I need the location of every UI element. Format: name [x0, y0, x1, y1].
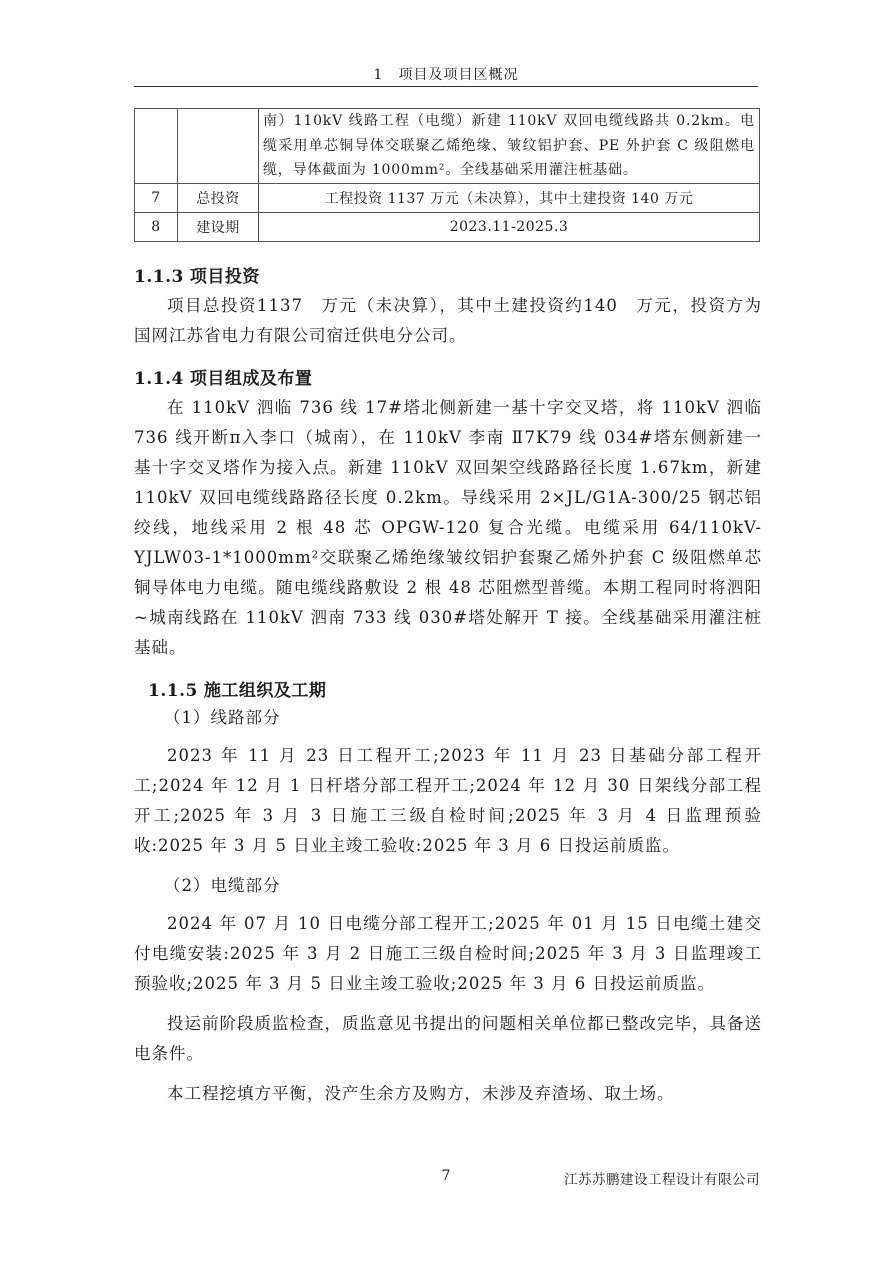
paragraph: 投运前阶段质监检查，质监意见书提出的问题相关单位都已整改完毕，具备送电条件。 — [134, 1014, 762, 1063]
table-row — [135, 109, 760, 184]
section-heading: 1.1.5 施工组织及工期 — [148, 681, 327, 701]
section-1-1-4 — [134, 364, 762, 663]
section-1-1-5 — [134, 676, 762, 1109]
table-cell-item: 建设期 — [178, 212, 259, 241]
table-cell-no — [135, 109, 178, 184]
section-1-1-3 — [134, 262, 762, 351]
table-cell-no: 7 — [135, 183, 178, 212]
page-number: 7 — [441, 1168, 451, 1184]
paragraph: 2024 年 07 月 10 日电缆分部工程开工;2025 年 01 月 15 日电缆土建交付电缆安装:2025 年 3 月 2 日施工三级自检时间;2025 年 3 月 3 日监理竣工预验收;2025 年 3 月 5 日业主竣工验收;2025 年 3 月 6 日投运前质监。 — [134, 914, 762, 993]
project-info-table — [134, 108, 760, 242]
subheading: （1）线路部分 — [164, 708, 281, 727]
paragraph: 项目总投资1137 万元（未决算），其中土建投资约140 万元，投资方为国网江苏省电力有限公司宿迁供电分公司。 — [134, 296, 762, 345]
header-rule — [134, 86, 758, 87]
subheading: （2）电缆部分 — [164, 876, 281, 895]
table-cell-value: 2023.11-2025.3 — [259, 212, 760, 241]
table-cell-no: 8 — [135, 212, 178, 241]
table-cell-item: 总投资 — [178, 183, 259, 212]
table-row — [135, 183, 760, 212]
section-heading: 1.1.3 项目投资 — [134, 267, 260, 287]
paragraph: 在 110kV 泗临 736 线 17#塔北侧新建一基十字交叉塔，将 110kV 泗临 736 线开断π入李口（城南），在 110kV 李南 Ⅱ7K79 线 034#塔东侧新建一基十字交叉塔作为接入点。新建 110kV 双回架空线路路径长度 1.67km，新建 110kV 双回电缆线路路径长度 0.2km。导线采用 2×JL/G1A-300/25 钢芯铝绞线，地线采用 2 根 48 芯 OPGW-120 复合光缆。电缆采用 64/110kV-YJLW03-1*1000mm²交联聚乙烯绝缘皱纹铝护套聚乙烯外护套 C 级阻燃单芯铜导体电力电缆。随电缆线路敷设 2 根 48 芯阻燃型普缆。本期工程同时将泗阳~城南线路在 110kV 泗南 733 线 030#塔处解开 T 接。全线基础采用灌注桩基础。 — [134, 398, 762, 657]
company-name: 江苏苏鹏建设工程设计有限公司 — [564, 1172, 760, 1188]
paragraph: 本工程挖填方平衡，没产生余方及购方，未涉及弃渣场、取土场。 — [167, 1084, 675, 1103]
running-header: 1 项目及项目区概况 — [373, 67, 519, 83]
table-row — [135, 212, 760, 241]
paragraph: 2023 年 11 月 23 日工程开工;2023 年 11 月 23 日基础分部工程开工;2024 年 12 月 1 日杆塔分部工程开工;2024 年 12 月 30 日架线分部工程开工;2025 年 3 月 3 日施工三级自检时间;2025 年 3 月 4 日监理预验收:2025 年 3 月 5 日业主竣工验收:2025 年 3 月 6 日投运前质监。 — [134, 746, 762, 855]
table-cell-value: 工程投资 1137 万元（未决算），其中土建投资 140 万元 — [259, 183, 760, 212]
table-cell-item — [178, 109, 259, 184]
section-heading: 1.1.4 项目组成及布置 — [134, 369, 313, 389]
table-cell-desc: 南）110kV 线路工程（电缆）新建 110kV 双回电缆线路共 0.2km。电缆采用单芯铜导体交联聚乙烯绝缘、皱纹铝护套、PE 外护套 C 级阻燃电缆，导体截面为 1000mm²。全线基础采用灌注桩基础。 — [259, 109, 760, 184]
